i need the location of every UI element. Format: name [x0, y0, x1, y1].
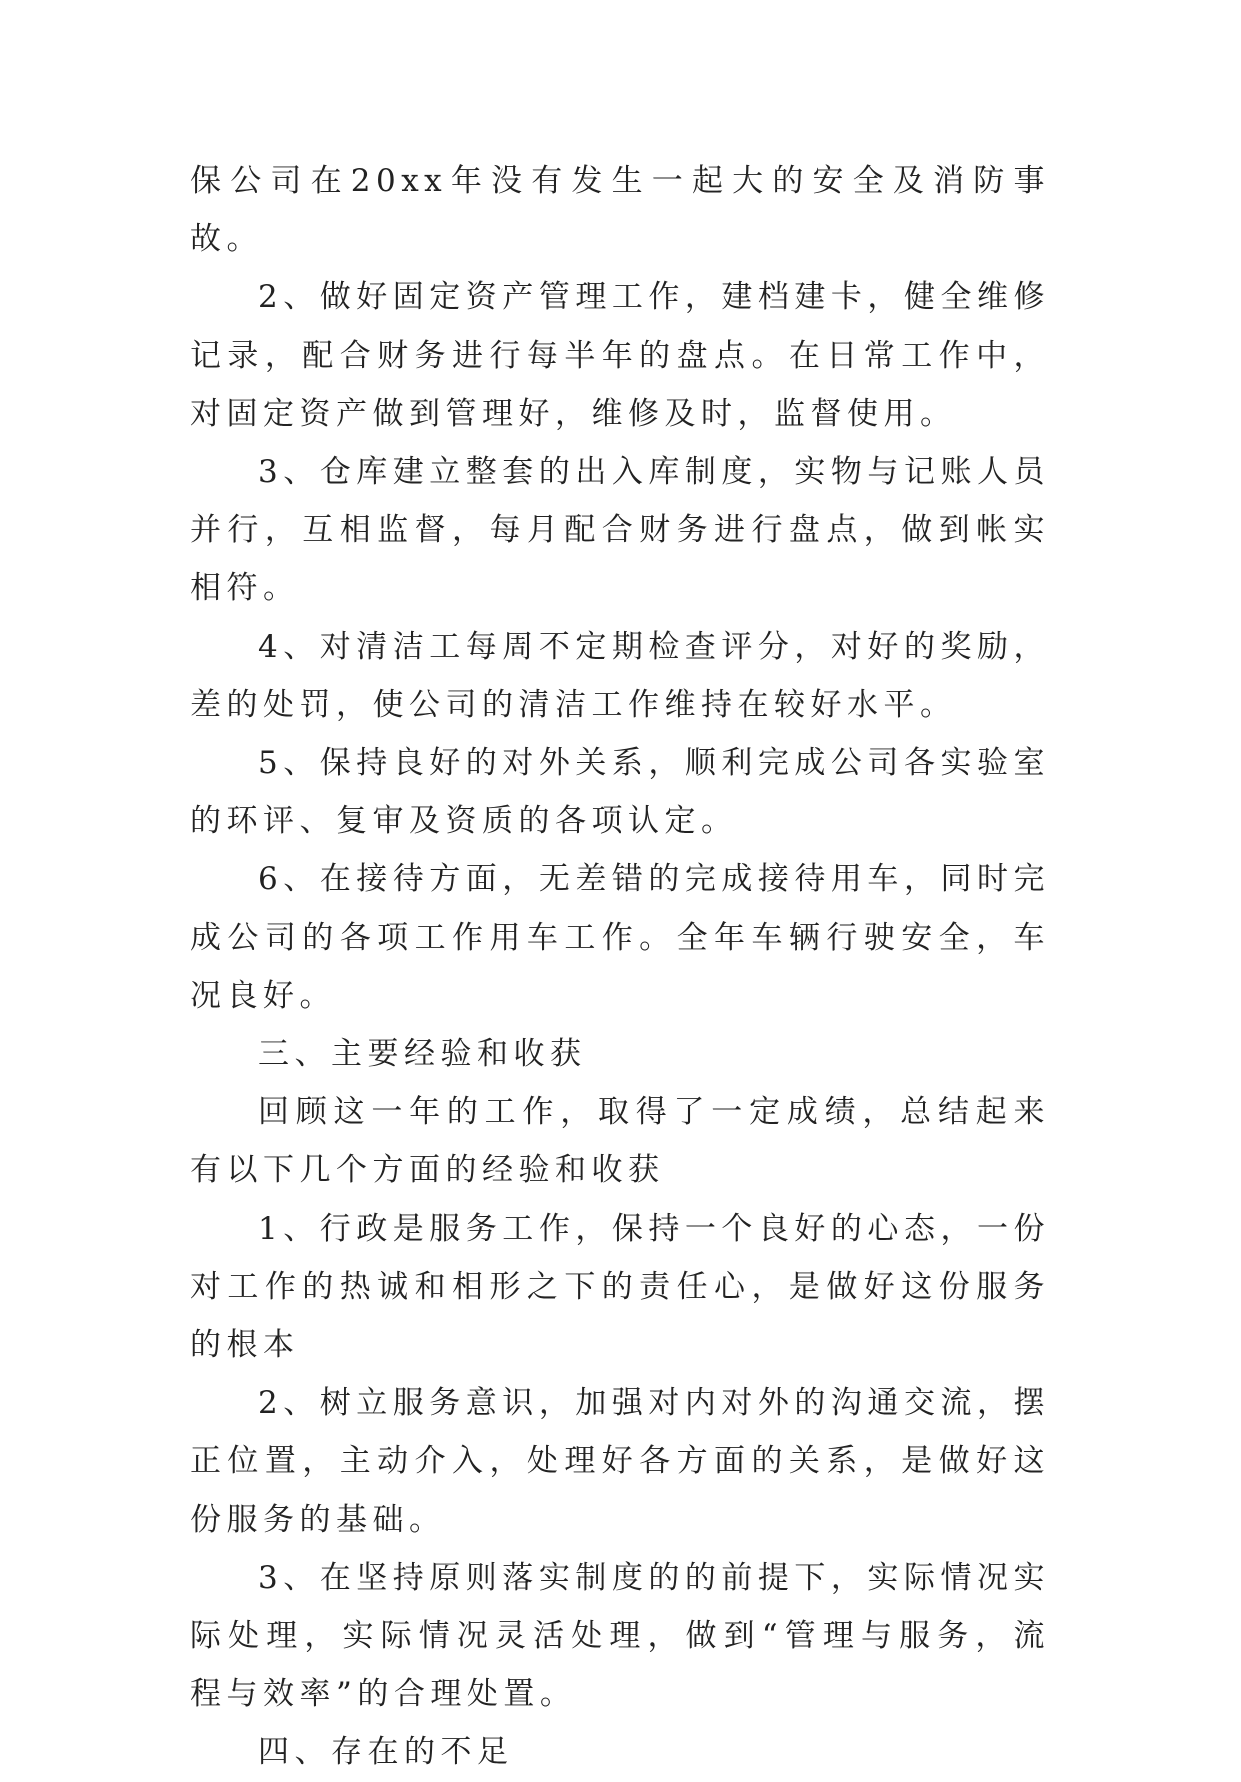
paragraph-item-4: 4、对清洁工每周不定期检查评分，对好的奖励，差的处罚，使公司的清洁工作维持在较好水平。 [190, 628, 1050, 723]
section-heading-4: 四、存在的不足 [258, 1734, 514, 1771]
paragraph-item-2: 2、做好固定资产管理工作，建档建卡，健全维修记录，配合财务进行每半年的盘点。在日常工作中，对固定资产做到管理好，维修及时，监督使用。 [190, 279, 1050, 432]
paragraph-item-3: 3、仓库建立整套的出入库制度，实物与记账人员并行，互相监督，每月配合财务进行盘点，做到帐实相符。 [190, 454, 1050, 607]
paragraph-experience-3: 3、在坚持原则落实制度的的前提下，实际情况实际处理，实际情况灵活处理，做到“管理与服务，流程与效率”的合理处置。 [190, 1559, 1050, 1713]
paragraph-review-intro: 回顾这一年的工作，取得了一定成绩，总结起来有以下几个方面的经验和收获 [190, 1094, 1050, 1189]
paragraph-continued-safety: 保公司在20xx年没有发生一起大的安全及消防事故。 [190, 163, 1050, 258]
section-heading-3: 三、主要经验和收获 [258, 1036, 587, 1073]
paragraph-experience-1: 1、行政是服务工作，保持一个良好的心态，一份对工作的热诚和相形之下的责任心，是做好这份服务的根本 [190, 1210, 1050, 1364]
document-body [190, 152, 1050, 1782]
paragraph-item-6: 6、在接待方面，无差错的完成接待用车，同时完成公司的各项工作用车工作。全年车辆行驶安全，车况良好。 [190, 861, 1050, 1014]
paragraph-experience-2: 2、树立服务意识，加强对内对外的沟通交流，摆正位置，主动介入，处理好各方面的关系，是做好这份服务的基础。 [190, 1385, 1050, 1538]
paragraph-item-5: 5、保持良好的对外关系，顺利完成公司各实验室的环评、复审及资质的各项认定。 [190, 745, 1050, 840]
